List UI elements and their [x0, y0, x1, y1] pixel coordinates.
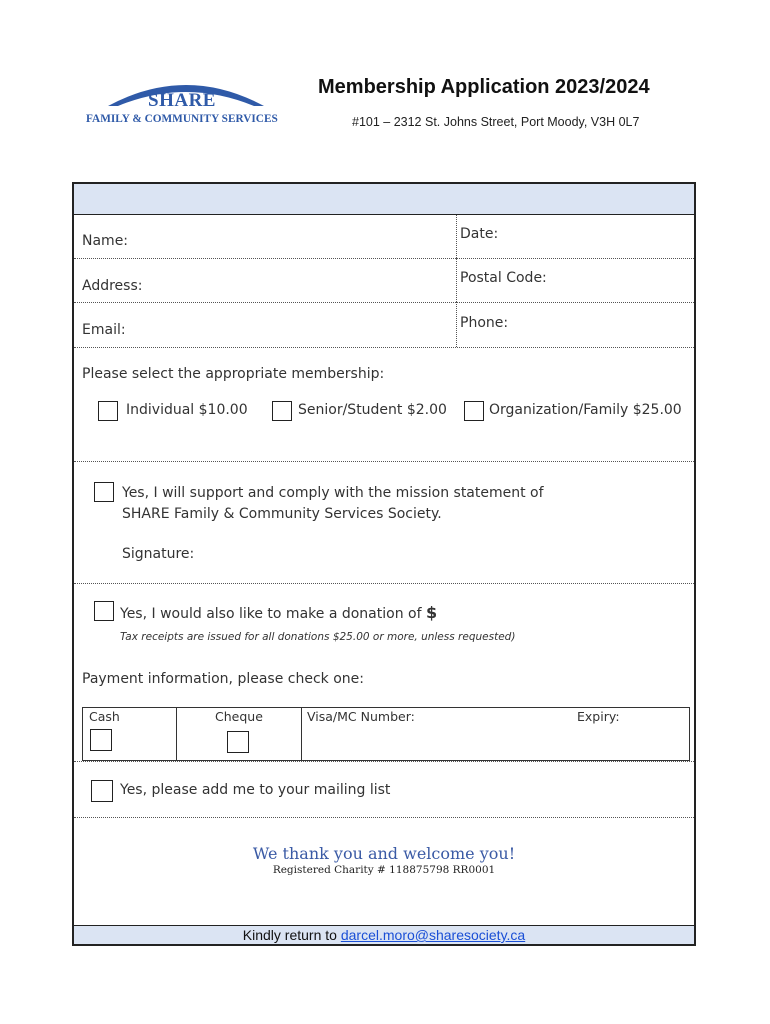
dollar-symbol: $ — [425, 603, 438, 622]
cash-checkbox[interactable] — [90, 729, 112, 751]
payment-table — [82, 707, 690, 761]
name-label: Name: — [82, 233, 129, 249]
payment-prompt: Payment information, please check one: — [82, 671, 364, 687]
thank-you-message: We thank you and welcome you! — [252, 844, 516, 863]
return-email-link[interactable]: darcel.moro@sharesociety.ca — [340, 927, 526, 943]
logo-name: SHARE — [148, 90, 216, 111]
divider — [176, 708, 177, 760]
cash-label: Cash — [89, 709, 120, 724]
address-label: Address: — [82, 278, 143, 294]
visa-mc-number-label: Visa/MC Number: — [307, 709, 415, 724]
date-label: Date: — [460, 226, 499, 242]
divider — [74, 761, 694, 762]
return-instructions — [74, 925, 694, 944]
signature-label: Signature: — [122, 546, 195, 562]
tax-receipt-note: Tax receipts are issued for all donations $25.00 or more, unless requested) — [120, 631, 516, 643]
mission-statement-line1: Yes, I will support and comply with the mission statement of — [122, 485, 544, 501]
divider — [456, 302, 457, 347]
cheque-label: Cheque — [215, 709, 263, 724]
donation-label — [120, 603, 437, 622]
page-title: Membership Application 2023/2024 — [318, 76, 650, 98]
email-label: Email: — [82, 322, 126, 338]
divider — [74, 583, 694, 584]
logo-subtitle: FAMILY & COMMUNITY SERVICES — [86, 113, 278, 125]
phone-label: Phone: — [460, 315, 509, 331]
organization-address: #101 – 2312 St. Johns Street, Port Moody, V3H 0L7 — [352, 115, 640, 129]
divider — [74, 302, 694, 303]
membership-form — [72, 182, 696, 946]
form-header-bar — [74, 184, 694, 215]
mission-agreement-checkbox[interactable] — [94, 482, 114, 502]
divider — [74, 461, 694, 462]
senior-student-option-label: Senior/Student $2.00 — [298, 402, 447, 418]
donation-checkbox[interactable] — [94, 601, 114, 621]
divider — [74, 258, 694, 259]
divider — [74, 347, 694, 348]
divider — [456, 215, 457, 258]
donation-text: Yes, I would also like to make a donation of — [120, 606, 422, 622]
senior-student-checkbox[interactable] — [272, 401, 292, 421]
membership-prompt: Please select the appropriate membership: — [82, 366, 385, 382]
return-text: Kindly return to — [242, 927, 341, 943]
individual-checkbox[interactable] — [98, 401, 118, 421]
divider — [456, 258, 457, 302]
expiry-label: Expiry: — [577, 709, 620, 724]
individual-option-label: Individual $10.00 — [126, 402, 248, 418]
postal-code-label: Postal Code: — [460, 270, 547, 286]
registered-charity-number: Registered Charity # 118875798 RR0001 — [272, 864, 496, 876]
divider — [74, 817, 694, 818]
divider — [301, 708, 302, 760]
organization-family-option-label: Organization/Family $25.00 — [489, 402, 682, 418]
mailing-list-checkbox[interactable] — [91, 780, 113, 802]
cheque-checkbox[interactable] — [227, 731, 249, 753]
organization-family-checkbox[interactable] — [464, 401, 484, 421]
mission-statement-line2: SHARE Family & Community Services Society. — [122, 506, 442, 522]
mailing-list-label: Yes, please add me to your mailing list — [120, 782, 391, 798]
share-logo — [86, 68, 286, 130]
